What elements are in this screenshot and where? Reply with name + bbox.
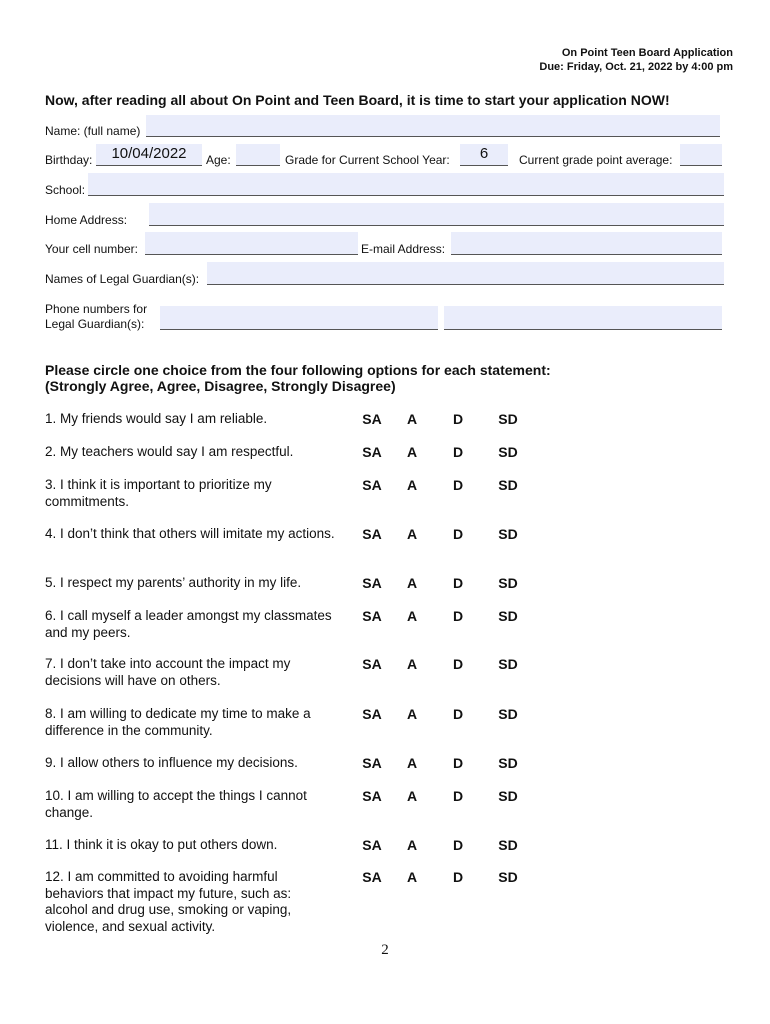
due-date: Due: Friday, Oct. 21, 2022 by 4:00 pm bbox=[539, 61, 733, 73]
age-label: Age: bbox=[206, 153, 231, 167]
choice-a[interactable]: A bbox=[406, 526, 418, 542]
survey-statement: 8. I am willing to dedicate my time to make a difference in the community. bbox=[45, 706, 311, 738]
choice-sa[interactable]: SA bbox=[362, 788, 382, 804]
school-label: School: bbox=[45, 183, 86, 197]
survey-statement: 11. I think it is okay to put others down. bbox=[45, 837, 278, 852]
survey-statement: 1. My friends would say I am reliable. bbox=[45, 411, 268, 426]
choice-a[interactable]: A bbox=[406, 477, 418, 493]
choice-d[interactable]: D bbox=[452, 411, 464, 427]
survey-statement: 4. I don’t think that others will imitate my actions. bbox=[45, 526, 335, 541]
grade-label: Grade for Current School Year: bbox=[285, 153, 450, 167]
choice-sa[interactable]: SA bbox=[362, 706, 382, 722]
email-field[interactable] bbox=[451, 232, 722, 255]
application-title: On Point Teen Board Application bbox=[561, 47, 733, 59]
email-label: E-mail Address: bbox=[361, 242, 446, 256]
choice-sd[interactable]: SD bbox=[498, 526, 518, 542]
choice-a[interactable]: A bbox=[406, 411, 418, 427]
choice-sa[interactable]: SA bbox=[362, 608, 382, 624]
choice-sd[interactable]: SD bbox=[498, 837, 518, 853]
survey-instruction: Please circle one choice from the four following options for each statement: (Strongly Agree, Agree, Disagree, Strongly Disagree) bbox=[45, 362, 551, 394]
choice-a[interactable]: A bbox=[406, 755, 418, 771]
choice-sa[interactable]: SA bbox=[362, 837, 382, 853]
full-name-field[interactable] bbox=[146, 115, 720, 137]
guardian-phone-field-1[interactable] bbox=[160, 306, 438, 330]
guardian-phone-field-2[interactable] bbox=[444, 306, 722, 330]
page-number: 2 bbox=[381, 942, 389, 958]
home-address-field[interactable] bbox=[149, 203, 724, 226]
survey-statement: 7. I don’t take into account the impact my decisions will have on others. bbox=[45, 656, 291, 688]
survey-statement: 12. I am committed to avoiding harmful behaviors that impact my future, such as: alcohol and drug use, smoking or vaping, violence, and sexual activity. bbox=[45, 869, 292, 934]
guardian-names-field[interactable] bbox=[207, 262, 724, 285]
choice-sa[interactable]: SA bbox=[362, 755, 382, 771]
survey-statement: 3. I think it is important to prioritize my commitments. bbox=[45, 477, 272, 509]
choice-sa[interactable]: SA bbox=[362, 411, 382, 427]
choice-d[interactable]: D bbox=[452, 788, 464, 804]
choice-d[interactable]: D bbox=[452, 477, 464, 493]
choice-sd[interactable]: SD bbox=[498, 575, 518, 591]
guardians-label: Names of Legal Guardian(s): bbox=[45, 272, 200, 286]
survey-statement: 10. I am willing to accept the things I cannot change. bbox=[45, 788, 307, 820]
choice-sd[interactable]: SD bbox=[498, 788, 518, 804]
choice-sd[interactable]: SD bbox=[498, 755, 518, 771]
choice-sa[interactable]: SA bbox=[362, 477, 382, 493]
choice-sa[interactable]: SA bbox=[362, 526, 382, 542]
choice-sa[interactable]: SA bbox=[362, 575, 382, 591]
choice-sd[interactable]: SD bbox=[498, 608, 518, 624]
choice-sa[interactable]: SA bbox=[362, 869, 382, 885]
choice-sd[interactable]: SD bbox=[498, 477, 518, 493]
birthday-label: Birthday: bbox=[45, 153, 93, 167]
address-label: Home Address: bbox=[45, 213, 128, 227]
choice-d[interactable]: D bbox=[452, 837, 464, 853]
name-label: Name: (full name) bbox=[45, 124, 141, 138]
choice-a[interactable]: A bbox=[406, 706, 418, 722]
choice-d[interactable]: D bbox=[452, 444, 464, 460]
choice-d[interactable]: D bbox=[452, 706, 464, 722]
survey-statement: 9. I allow others to influence my decisions. bbox=[45, 755, 298, 770]
choice-d[interactable]: D bbox=[452, 755, 464, 771]
gpa-field[interactable] bbox=[680, 144, 722, 166]
cell-number-field[interactable] bbox=[145, 232, 358, 255]
intro-heading: Now, after reading all about On Point and Teen Board, it is time to start your application NOW! bbox=[45, 92, 670, 108]
choice-sd[interactable]: SD bbox=[498, 706, 518, 722]
choice-d[interactable]: D bbox=[452, 656, 464, 672]
choice-a[interactable]: A bbox=[406, 444, 418, 460]
birthday-field[interactable]: 10/04/2022 bbox=[96, 144, 202, 166]
survey-statement: 2. My teachers would say I am respectful. bbox=[45, 444, 294, 459]
survey-statement: 6. I call myself a leader amongst my classmates and my peers. bbox=[45, 608, 332, 640]
guardian-phone-label: Phone numbers for Legal Guardian(s): bbox=[45, 302, 148, 331]
choice-sa[interactable]: SA bbox=[362, 656, 382, 672]
choice-d[interactable]: D bbox=[452, 526, 464, 542]
header bbox=[539, 46, 733, 74]
choice-a[interactable]: A bbox=[406, 869, 418, 885]
choice-sa[interactable]: SA bbox=[362, 444, 382, 460]
choice-sd[interactable]: SD bbox=[498, 656, 518, 672]
choice-sd[interactable]: SD bbox=[498, 869, 518, 885]
choice-sd[interactable]: SD bbox=[498, 444, 518, 460]
choice-sd[interactable]: SD bbox=[498, 411, 518, 427]
choice-a[interactable]: A bbox=[406, 608, 418, 624]
choice-a[interactable]: A bbox=[406, 575, 418, 591]
choice-a[interactable]: A bbox=[406, 837, 418, 853]
cell-label: Your cell number: bbox=[45, 242, 138, 256]
choice-d[interactable]: D bbox=[452, 608, 464, 624]
survey-statement: 5. I respect my parents’ authority in my life. bbox=[45, 575, 302, 590]
choice-d[interactable]: D bbox=[452, 575, 464, 591]
age-field[interactable] bbox=[236, 144, 280, 166]
choice-a[interactable]: A bbox=[406, 656, 418, 672]
choice-d[interactable]: D bbox=[452, 869, 464, 885]
grade-field[interactable]: 6 bbox=[460, 144, 508, 166]
gpa-label: Current grade point average: bbox=[519, 153, 673, 167]
school-field[interactable] bbox=[88, 173, 724, 196]
choice-a[interactable]: A bbox=[406, 788, 418, 804]
